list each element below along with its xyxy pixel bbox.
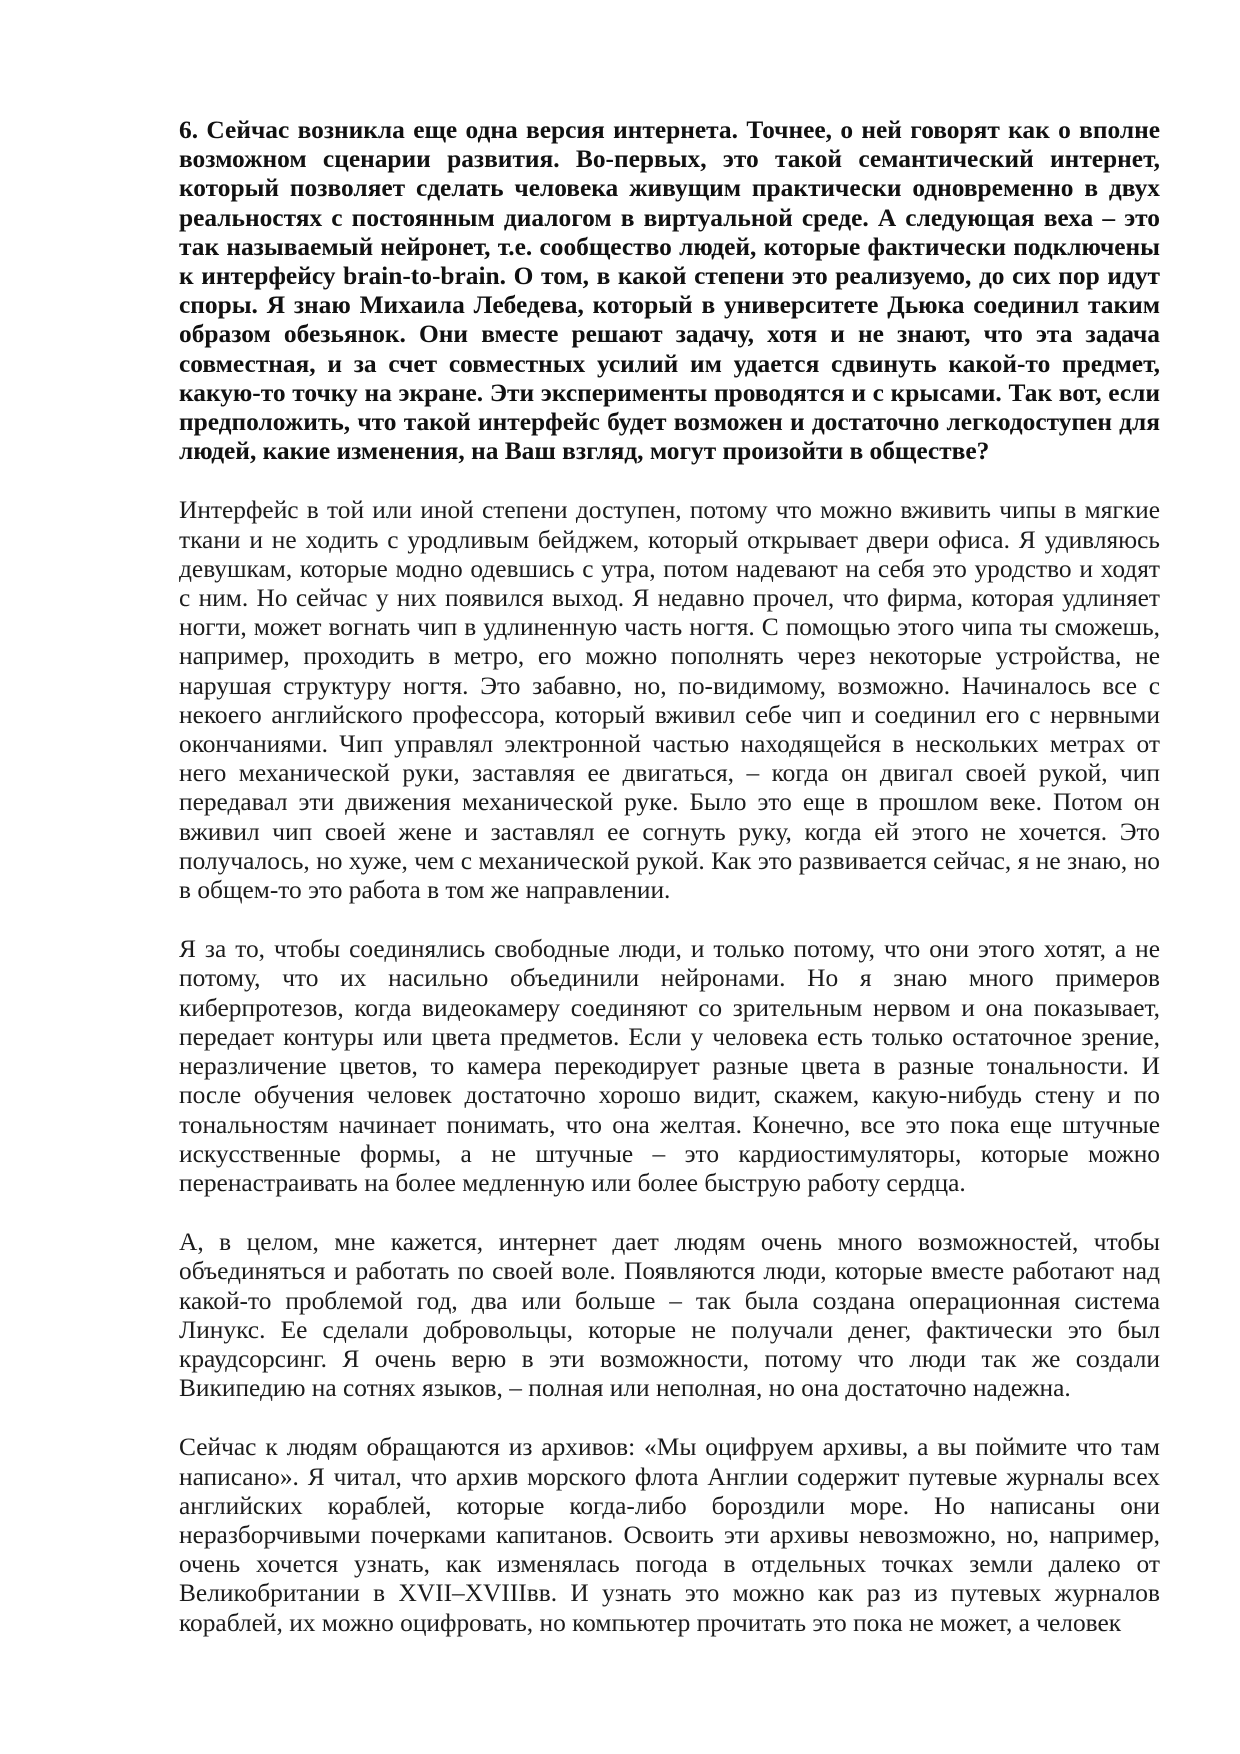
answer-paragraph-2: Я за то, чтобы соединялись свободные люди, и только потому, что они этого хотят, а не потому, что их насильно объединили нейронами. Но я знаю много примеров киберпротезов, когда видеокамеру соединяют со зрительным нервом и она показывает, передает контуры или цвета предметов. Если у человека есть только остаточное зрение, неразличение цветов, то камера перекодирует разные цвета в разные тональности. И после обучения человек достаточно хорошо видит, скажем, какую-нибудь стену и по тональностям начинает понимать, что она желтая. Конечно, все это пока еще штучные искусственные формы, а не штучные – это кардиостимуляторы, которые можно перенастраивать на более медленную или более быструю работу сердца.	[179, 935, 1160, 1197]
answer-paragraph-4: Сейчас к людям обращаются из архивов: «Мы оцифруем архивы, а вы поймите что там написано». Я читал, что архив морского флота Англии содержит путевые журналы всех английских кораблей, которые когда-либо бороздили море. Но написаны они неразборчивыми почерками капитанов. Освоить эти архивы невозможно, но, например, очень хочется узнать, как изменялась погода в отдельных точках земли далеко от Великобритании в XVII–XVIIIвв. И узнать это можно как раз из путевых журналов кораблей, их можно оцифровать, но компьютер прочитать это пока не может, а человек	[179, 1433, 1160, 1637]
document-body	[179, 116, 1160, 1638]
interview-question: 6. Сейчас возникла еще одна версия интернета. Точнее, о ней говорят как о вполне возможном сценарии развития. Во-первых, это такой семантический интернет, который позволяет сделать человека живущим практически одновременно в двух реальностях с постоянным диалогом в виртуальной среде. А следующая веха – это так называемый нейронет, т.е. сообщество людей, которые фактически подключены к интерфейсу brain-to-brain. О том, в какой степени это реализуемо, до сих пор идут споры. Я знаю Михаила Лебедева, который в университете Дьюка соединил таким образом обезьянок. Они вместе решают задачу, хотя и не знают, что эта задача совместная, и за счет совместных усилий им удается сдвинуть какой-то предмет, какую-то точку на экране. Эти эксперименты проводятся и с крысами. Так вот, если предположить, что такой интерфейс будет возможен и достаточно легкодоступен для людей, какие изменения, на Ваш взгляд, могут произойти в обществе?	[179, 116, 1160, 466]
answer-paragraph-3: А, в целом, мне кажется, интернет дает людям очень много возможностей, чтобы объединяться и работать по своей воле. Появляются люди, которые вместе работают над какой-то проблемой год, два или больше – так была создана операционная система Линукс. Ее сделали добровольцы, которые не получали денег, фактически это был краудсорсинг. Я очень верю в эти возможности, потому что люди так же создали Википедию на сотнях языков, – полная или неполная, но она достаточно надежна.	[179, 1228, 1160, 1403]
answer-paragraph-1: Интерфейс в той или иной степени доступен, потому что можно вживить чипы в мягкие ткани и не ходить с уродливым бейджем, который открывает двери офиса. Я удивляюсь девушкам, которые модно одевшись с утра, потом надевают на себя это уродство и ходят с ним. Но сейчас у них появился выход. Я недавно прочел, что фирма, которая удлиняет ногти, может вогнать чип в удлиненную часть ногтя. С помощью этого чипа ты сможешь, например, проходить в метро, его можно пополнять через некоторые устройства, не нарушая структуру ногтя. Это забавно, но, по-видимому, возможно. Начиналось все с некоего английского профессора, который вживил себе чип и соединил его с нервными окончаниями. Чип управлял электронной частью находящейся в нескольких метрах от него механической руки, заставляя ее двигаться, – когда он двигал своей рукой, чип передавал эти движения механической руке. Было это еще в прошлом веке. Потом он вживил чип своей жене и заставлял ее согнуть руку, когда ей этого не хочется. Это получалось, но хуже, чем с механической рукой. Как это развивается сейчас, я не знаю, но в общем-то это работа в том же направлении.	[179, 496, 1160, 905]
